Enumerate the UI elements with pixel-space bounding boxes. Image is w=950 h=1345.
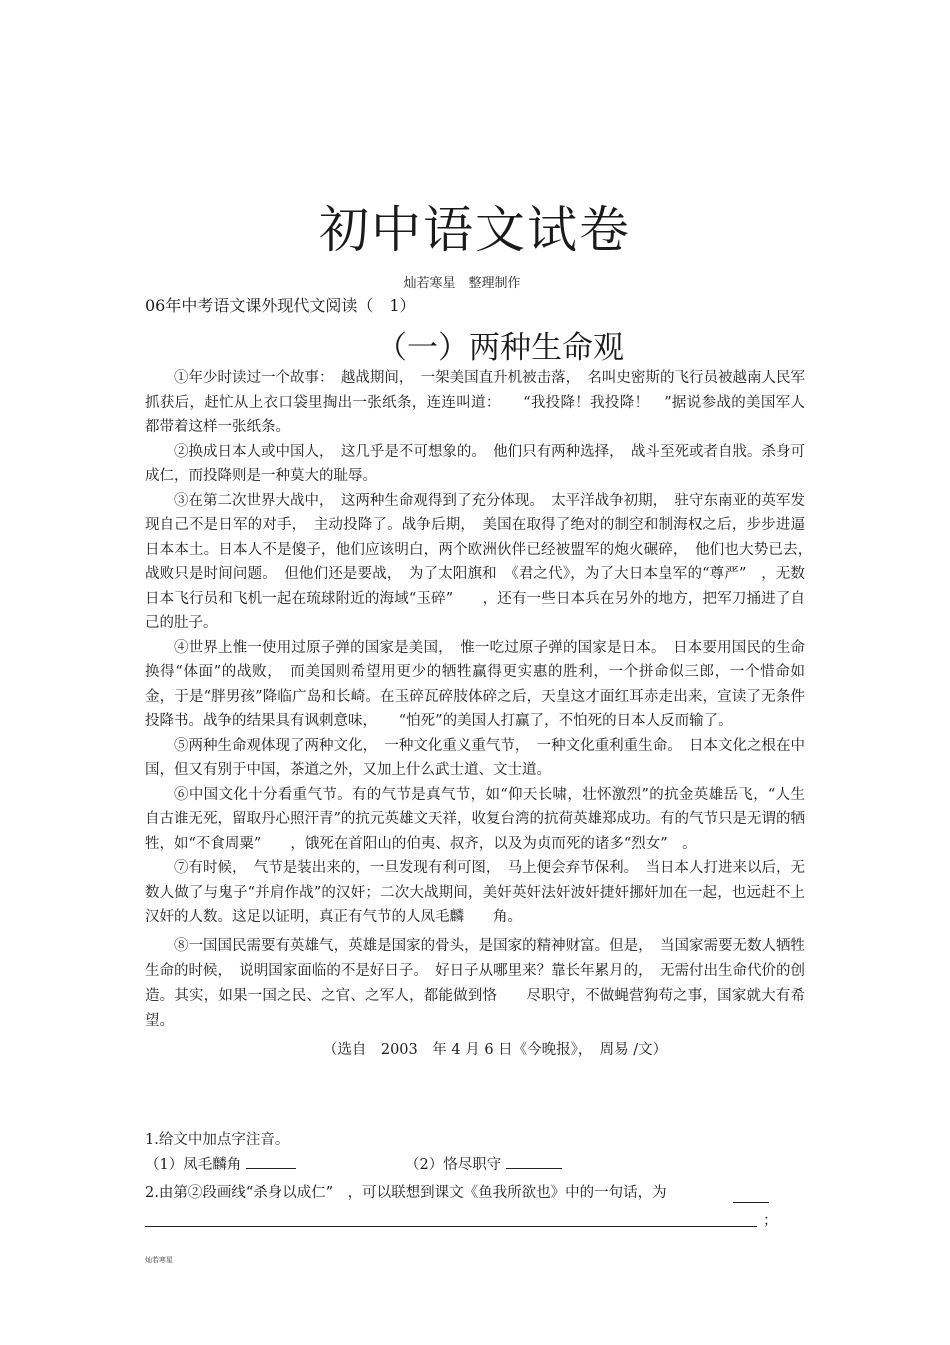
paragraph-1: ①年少时读过一个故事： 越战期间， 一架美国直升机被击落， 名叫史密斯的飞行员被越南人民军抓获后，赶忙从上衣口袋里掏出一张纸条，连连叫道： “我投降！我投降！ ”据说参战的美国军人都带着这样一张纸条。 <box>145 370 805 435</box>
document-subtitle: 灿若寒星 整理制作 <box>403 276 521 291</box>
q1-part2-answer-blank[interactable] <box>506 1152 562 1169</box>
paragraph-5: ⑤两种生命观体现了两种文化， 一种文化重义重气节， 一种文化重利重生命。 日本文化之根在中国，但又有别于中国，茶道之外，又加上什么武士道、文士道。 <box>145 737 805 778</box>
q1-part1-rest: 角 <box>226 1157 242 1173</box>
paragraph-7: ⑦有时候， 气节是装出来的，一旦发现有利可图， 马上便会弃节保利。 当日本人打进来以后，无数人做了与鬼子“并肩作战”的汉奸；二次大战期间，美奸英奸法奸波奸捷奸挪奸加在一起，也远赶不上汉奸的人数。这足以证明，真正有气节的人凤毛麟 角。 <box>145 860 805 925</box>
paragraph-8: ⑧一国国民需要有英雄气，英雄是国家的骨头，是国家的精神财富。但是， 当国家需要无数人牺牲生命的时候， 说明国家面临的不是好日子。 好日子从哪里来？靠长年累月的， 无需付出生命代价的创造。其实，如果一国之民、之官、之军人，都能做到恪 尽职守，不做蝇营狗苟之事，国家就大有希望。 <box>145 937 805 1029</box>
questions-block <box>145 1128 785 1205</box>
question-1-title: 1.给文中加点字注音。 <box>145 1132 290 1148</box>
question-1-part-2 <box>405 1152 665 1177</box>
paragraph-4: ④世界上惟一使用过原子弹的国家是美国， 惟一吃过原子弹的国家是日本。 日本要用国民的生命换得“体面”的战败， 而美国则希望用更少的牺牲赢得更实惠的胜利，一个拼命似三郎，一个惜命如金，于是“胖男孩”降临广岛和长崎。在玉碎瓦碎肢体碎之后，天皇这才面红耳赤走出来，宣读了无条件投降书。战争的结果具有讽刺意味， “怕死”的美国人打赢了，不怕死的日本人反而输了。 <box>145 639 805 729</box>
q1-part1-answer-blank[interactable] <box>246 1152 296 1169</box>
question-1-part-1 <box>145 1152 405 1177</box>
article-body <box>145 366 820 1062</box>
section-title: （一）两种生命观 <box>376 330 624 366</box>
question-1-parts <box>145 1152 785 1177</box>
paragraph-2: ②换成日本人或中国人， 这几乎是不可想象的。 他们只有两种选择， 战斗至死或者自戕。杀身可成仁，而投降则是一种莫大的耻辱。 <box>145 443 805 484</box>
article-source: （选自 2003 年 4 月 6 日《今晚报》， 周易 /文） <box>322 1041 668 1058</box>
q1-part2-rest: 尽职守 <box>457 1157 502 1173</box>
question-2-text: 2.由第②段画线“杀身以成仁” ，可以联想到课文《鱼我所欲也》中的一句话，为 <box>145 1185 667 1201</box>
q2-answer-line[interactable] <box>145 1226 757 1227</box>
q2-semicolon: ； <box>763 1213 778 1229</box>
paragraph-6: ⑥中国文化十分看重气节。有的气节是真气节，如“仰天长啸，壮怀激烈”的抗金英雄岳飞，“人生自古谁无死，留取丹心照汗青”的抗元英雄文天祥，收复台湾的抗荷英雄郑成功。有的气节只是无谓的牺牲，如“不食周粟” ，饿死在首阳山的伯夷、叔齐，以及为贞而死的诸多“烈女” 。 <box>145 786 805 852</box>
q1-part1-label: （1）凤毛麟 <box>145 1157 227 1173</box>
series-heading: 06年中考语文课外现代文阅读（ 1） <box>145 296 416 315</box>
q2-answer-blank-start[interactable] <box>733 1186 769 1203</box>
document-title: 初中语文试卷 <box>319 201 631 259</box>
q1-part2-label: （2）恪 <box>405 1157 458 1173</box>
paragraph-3: ③在第二次世界大战中， 这两种生命观得到了充分体现。 太平洋战争初期， 驻守东南亚的英军发现自己不是日军的对手， 主动投降了。战争后期， 美国在取得了绝对的制空和制海权之后，步步进逼日本本土。日本人不是傻子，他们应该明白，两个欧洲伙伴已经被盟军的炮火碾碎， 他们也大势已去， 战败只是时间问题。 但他们还是要战， 为了太阳旗和 《君之代》，为了大日本皇军的“尊严” ，无数日本飞行员和飞机一起在琉球附近的海域“玉碎” ，还有一些日本兵在另外的地方，把军刀捅进了自己的肚子。 <box>145 492 820 631</box>
page-footer: 灿若寒星 <box>145 1256 173 1264</box>
